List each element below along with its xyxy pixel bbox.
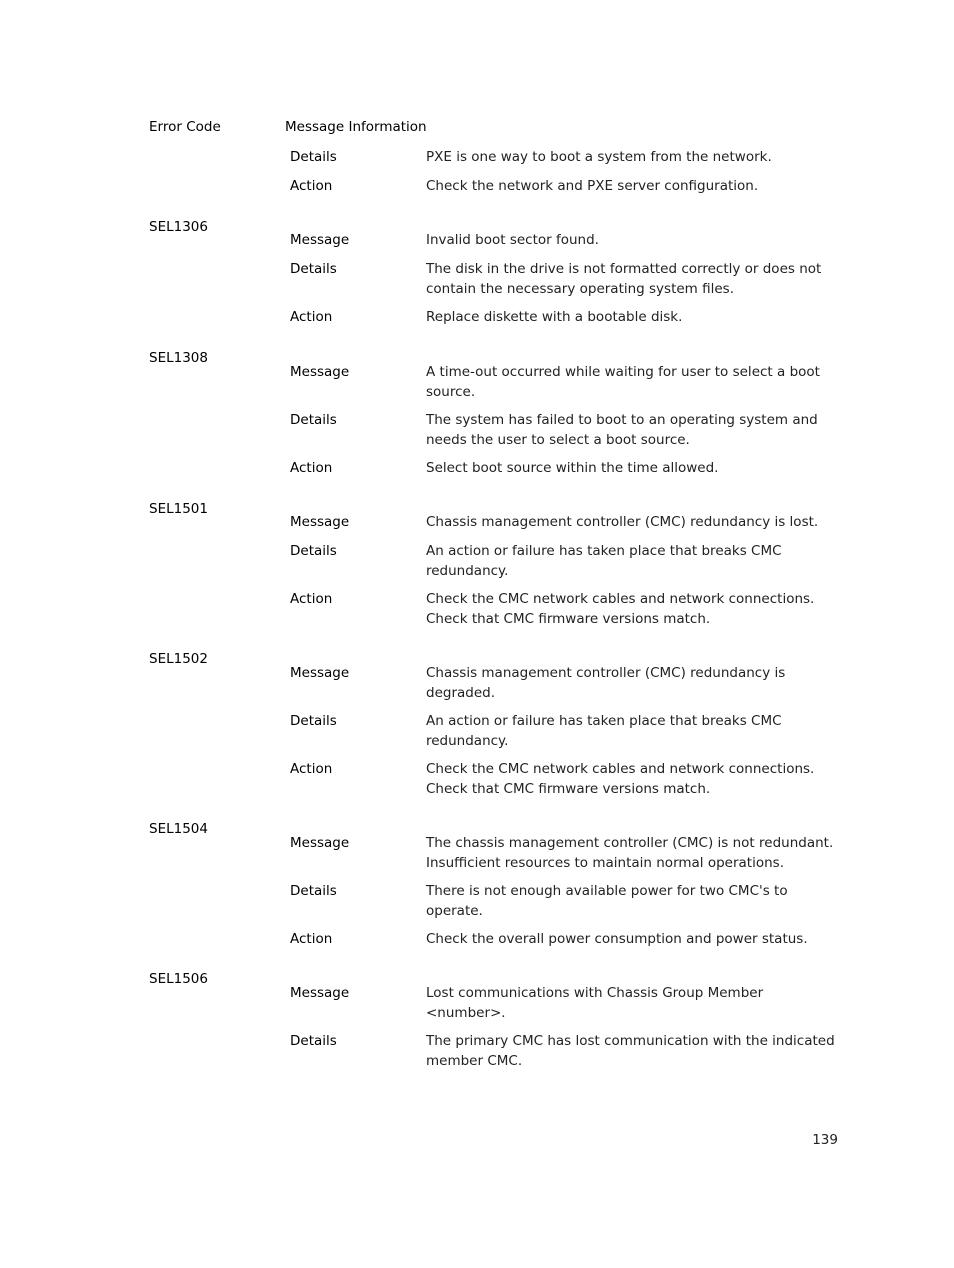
row-label: Details xyxy=(290,713,337,729)
row-text: Chassis management controller (CMC) redundancy is degraded. xyxy=(426,665,786,701)
row-label: Action xyxy=(290,591,333,607)
table-header xyxy=(149,119,849,139)
row-text: There is not enough available power for two CMC's to operate. xyxy=(426,883,788,919)
row-label: Details xyxy=(290,1033,337,1049)
row-text: Replace diskette with a bootable disk. xyxy=(426,309,683,325)
row-label: Details xyxy=(290,261,337,277)
row-label: Message xyxy=(290,232,350,248)
row-text: The disk in the drive is not formatted correctly or does not contain the necessary operating system files. xyxy=(426,261,822,297)
row-label: Details xyxy=(290,543,337,559)
error-code: SEL1506 xyxy=(149,971,208,987)
row-text: The chassis management controller (CMC) is not redundant. Insufficient resources to maintain normal operations. xyxy=(426,835,834,871)
error-code: SEL1501 xyxy=(149,501,208,517)
row-text: PXE is one way to boot a system from the network. xyxy=(426,149,772,165)
row-text: A time-out occurred while waiting for user to select a boot source. xyxy=(426,364,820,400)
row-text: Check the CMC network cables and network connections. Check that CMC firmware versions match. xyxy=(426,591,815,627)
row-text: Check the overall power consumption and power status. xyxy=(426,931,808,947)
row-text: Lost communications with Chassis Group Member <number>. xyxy=(426,985,764,1021)
row-label: Action xyxy=(290,761,333,777)
row-text: An action or failure has taken place that breaks CMC redundancy. xyxy=(426,543,782,579)
row-text: Chassis management controller (CMC) redundancy is lost. xyxy=(426,514,819,530)
row-label: Message xyxy=(290,985,350,1001)
row-label: Message xyxy=(290,514,350,530)
row-label: Action xyxy=(290,460,333,476)
error-code: SEL1306 xyxy=(149,219,208,235)
row-text: The system has failed to boot to an operating system and needs the user to select a boot source. xyxy=(426,412,818,448)
row-label: Message xyxy=(290,835,350,851)
row-label: Action xyxy=(290,178,333,194)
error-code-column-header: Error Code xyxy=(149,119,221,135)
row-text: Check the network and PXE server configuration. xyxy=(426,178,759,194)
row-label: Message xyxy=(290,665,350,681)
row-label: Action xyxy=(290,931,333,947)
row-text: Select boot source within the time allowed. xyxy=(426,460,719,476)
row-label: Details xyxy=(290,412,337,428)
error-code: SEL1504 xyxy=(149,821,208,837)
error-code: SEL1308 xyxy=(149,350,208,366)
row-text: The primary CMC has lost communication with the indicated member CMC. xyxy=(426,1033,835,1069)
error-code: SEL1502 xyxy=(149,651,208,667)
row-label: Action xyxy=(290,309,333,325)
message-information-column-header: Message Information xyxy=(285,119,427,135)
row-label: Details xyxy=(290,883,337,899)
row-label: Details xyxy=(290,149,337,165)
page-number: 139 xyxy=(812,1132,838,1148)
row-label: Message xyxy=(290,364,350,380)
row-text: Invalid boot sector found. xyxy=(426,232,599,248)
row-text: An action or failure has taken place that breaks CMC redundancy. xyxy=(426,713,782,749)
row-text: Check the CMC network cables and network connections. Check that CMC firmware versions match. xyxy=(426,761,815,797)
